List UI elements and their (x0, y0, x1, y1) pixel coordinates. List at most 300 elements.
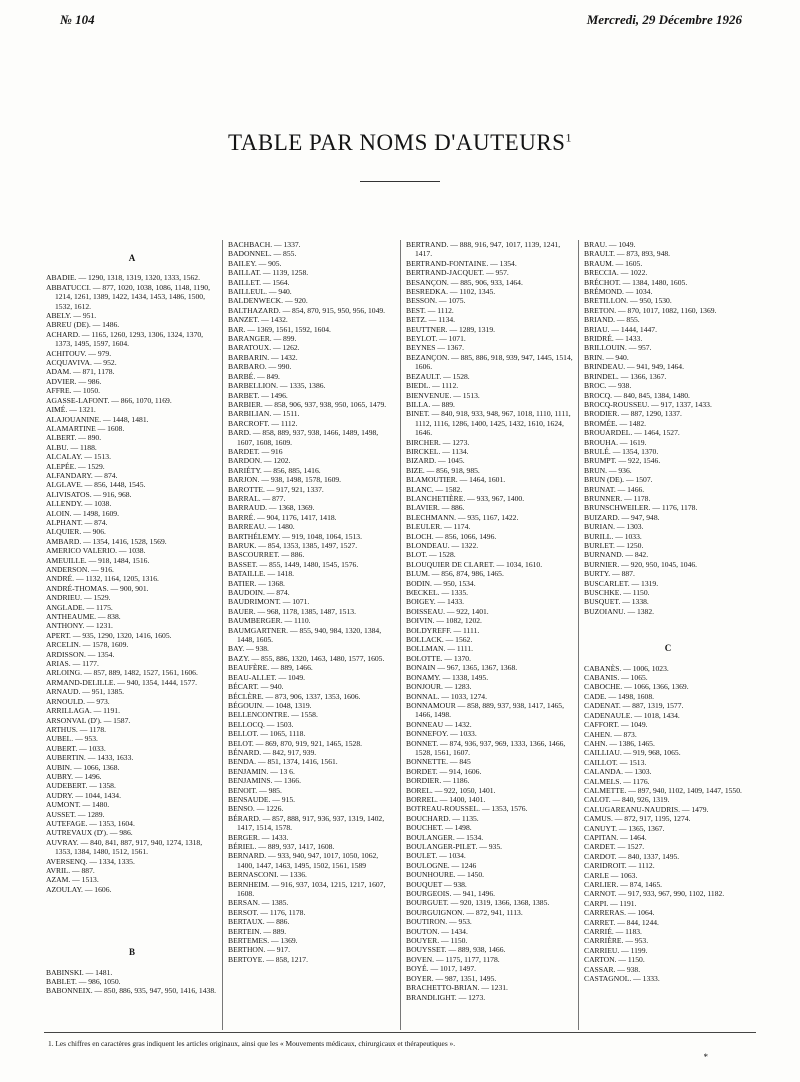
author-entry: AUDRY. — 1044, 1434. (46, 790, 121, 800)
author-entry: CARLE — 1063. (584, 870, 638, 880)
author-entry: BARRAUD. — 1368, 1369. (228, 503, 315, 513)
title-rule (360, 181, 440, 182)
author-entry: ARNAUD. — 951, 1385. (46, 687, 125, 697)
author-entry: ANDERSON. — 916. (46, 565, 114, 574)
author-entry: BARBÉ. — 849. (228, 371, 280, 381)
author-entry: BRODIER. — 887, 1290, 1337. (584, 409, 682, 419)
author-entry: BROCQ. — 840, 845, 1384, 1480. (584, 390, 690, 400)
author-entry: CABOCHE. — 1066, 1366, 1369. (584, 682, 689, 692)
author-entry: BRUNAT. — 1466. (584, 484, 645, 494)
author-entry: BARREAU. — 1480. (228, 522, 295, 532)
author-entry: CAMUS. — 872, 917, 1195, 1274. (584, 814, 691, 824)
author-entry: BERTEIN. — 889. (228, 926, 287, 936)
author-entry: BARBILIAN. — 1511. (228, 409, 300, 419)
author-entry: AUBIN. — 1066, 1368. (46, 762, 120, 772)
author-entry: AUDEBERT. — 1358. (46, 781, 116, 791)
author-entry: BOULOGNE. — 1246 (406, 860, 477, 870)
author-entry: BOUYSSET. — 889, 938, 1466. (406, 945, 506, 955)
author-entry: BRULÉ. — 1354, 1370. (584, 446, 659, 456)
author-entry: ACQUAVIVA. — 952. (46, 358, 117, 368)
author-entry: BRIDRÉ. — 1433. (584, 334, 643, 344)
author-entry: BAILLAT. — 1139, 1258. (228, 268, 309, 278)
author-entry: AGASSE-LAFONT. — 866, 1070, 1169. (46, 395, 172, 405)
author-entry: BRUNSCHWEILER. — 1176, 1178. (584, 503, 698, 513)
author-entry: BOYER. — 987, 1351, 1495. (406, 973, 497, 983)
author-entry: AVERSENQ. — 1334, 1335. (46, 856, 135, 866)
author-entry: BARRÉ. — 904, 1176, 1417, 1418. (228, 512, 337, 522)
author-entry: AMERICO VALERIO. — 1038. (46, 546, 146, 556)
author-entry: BURILL. — 1033. (584, 531, 642, 541)
author-entry: AUBERT. — 1033. (46, 743, 106, 753)
author-entry: BARD. — 858, 889, 937, 938, 1466, 1489, 1498, 1607, 1608, 1609. (228, 428, 379, 447)
author-entry: BRÉMOND. — 1034. (584, 287, 653, 297)
author-entry: ALPHANT. — 874. (46, 517, 108, 527)
author-entry: BAUMGARTNER. — 855, 940, 984, 1320, 1384, 1448, 1605. (228, 625, 382, 645)
author-entry: BAUDOIN. — 874. (228, 588, 290, 598)
author-entry: CAPITAN. — 1464. (584, 832, 647, 842)
issue-number: № 104 (60, 12, 95, 27)
author-entry: BÉGOUIN. — 1048, 1319. (228, 700, 312, 710)
author-entry: BARBELLION. — 1335, 1386. (228, 381, 326, 391)
author-entry: BONAMY. — 1338, 1495. (406, 672, 489, 682)
author-entry: BRIAU. — 1444, 1447. (584, 324, 657, 334)
author-entry: CARRET. — 844, 1244. (584, 917, 659, 927)
author-entry: BEYLOT. — 1071. (406, 334, 466, 344)
author-entry: BERTEMES. — 1369. (228, 936, 298, 946)
author-entry: BORDET. — 914, 1606. (406, 766, 482, 776)
author-entry: BENJAMIN. — 13 6. (228, 766, 295, 776)
author-entry: BÉCART. — 940. (228, 682, 284, 692)
author-entry: BERTAUX. — 886. (228, 917, 290, 927)
author-entry: BATAILLE. — 1418. (228, 569, 295, 579)
author-entry: BOUQUET — 938. (406, 879, 467, 889)
author-entry: BERSAN. — 1385. (228, 898, 289, 908)
author-entry: CADENAT. — 887, 1319, 1577. (584, 701, 684, 711)
author-entry: AZOULAY. — 1606. (46, 884, 112, 894)
author-entry: BLAVIER. — 886. (406, 503, 465, 513)
author-entry: CARNOT. — 917, 933, 967, 990, 1102, 1182. (584, 889, 725, 899)
author-entry: ARCELIN. — 1578, 1609. (46, 640, 129, 650)
author-entry: BRIAND. — 855. (584, 315, 640, 325)
author-entry: BROUHA. — 1619. (584, 437, 647, 447)
author-entry: BESREDKA. — 1102, 1345. (406, 287, 496, 297)
index-column-3 (400, 240, 578, 1030)
author-entry: BUIZARD. — 947, 948. (584, 512, 660, 522)
author-entry: ALOIN. — 1498, 1609. (46, 508, 119, 518)
author-entry: ARMAND-DELILLE. — 940, 1354, 1444, 1577. (46, 677, 198, 687)
author-entry: BRILLOUIN. — 957. (584, 343, 652, 353)
author-entry: BIZARD. — 1045. (406, 456, 465, 466)
author-entry: BLECHMANN. — 935, 1167, 1422. (406, 512, 519, 522)
author-entry: BLANCHETIÈRE. — 933, 967, 1400. (406, 493, 525, 503)
author-entry: BAILLET. — 1564. (228, 277, 290, 287)
author-entry: CALOT. — 840, 926, 1319. (584, 795, 670, 805)
author-entry: BEZAULT. — 1528. (406, 371, 470, 381)
author-entry: BENSAUDE. — 915. (228, 794, 296, 804)
author-entry: APERT. — 935, 1290, 1320, 1416, 1605. (46, 630, 172, 640)
author-entry: BENJAMINS. — 1366. (228, 776, 301, 786)
author-entry: BOULANGER-PILET. — 935. (406, 842, 503, 851)
author-entry: BOLOTTE. — 1370. (406, 653, 471, 663)
author-entry: AUBERTIN. — 1433, 1633. (46, 753, 134, 763)
author-entry: CAFFORT. — 1049. (584, 720, 648, 730)
author-entry: ALAMARTINE — 1608. (46, 423, 125, 433)
page-header (0, 8, 800, 34)
author-entry: AMBARD. — 1354, 1416, 1528, 1569. (46, 536, 167, 546)
author-entry: ALBU. — 1188. (46, 442, 97, 452)
index-column-2 (222, 240, 400, 1030)
page-title-text: TABLE PAR NOMS D'AUTEURS (228, 130, 566, 155)
author-entry: CAILLIAU. — 919, 968, 1065. (584, 748, 681, 758)
author-entry: ALGLAVE. — 856, 1448, 1545. (46, 480, 146, 490)
author-entry: BÉRIEL. — 889, 937, 1417, 1608. (228, 842, 335, 851)
author-entry: BEAU-ALLET. — 1049. (228, 672, 306, 682)
author-entry: BARBET. — 1496. (228, 390, 288, 400)
author-entry: BOUTON. — 1434. (406, 926, 468, 936)
author-entry: BOTREAU-ROUSSEL. — 1353, 1576. (406, 804, 528, 814)
author-entry: BOLLACK. — 1562. (406, 635, 473, 645)
author-entry: BLAMOUTIER. — 1464, 1601. (406, 475, 506, 485)
author-entry: BUSCARLET. — 1319. (584, 578, 659, 588)
author-entry: ADAM. — 871, 1178. (46, 367, 115, 377)
author-entry: BASSET. — 855, 1449, 1480, 1545, 1576. (228, 559, 359, 569)
author-entry: BROCQ-ROUSSEU. — 917, 1337, 1433. (584, 399, 712, 409)
author-entry: BARCROFT. — 1112. (228, 418, 298, 428)
author-entry: BETZ. — 1134. (406, 315, 456, 325)
issue-date: Mercredi, 29 Décembre 1926 (586, 12, 742, 27)
author-entry: BRAU. — 1049. (584, 240, 636, 249)
author-entry: BARDET. — 916 (228, 446, 283, 456)
author-entry: CARRIEU. — 1199. (584, 945, 648, 955)
author-entry: BLEULER. — 1174. (406, 522, 471, 532)
section-letter-a: A (128, 253, 136, 263)
author-entry: ARDISSON. — 1354. (46, 649, 115, 659)
author-entry: BOVEN. — 1175, 1177, 1178. (406, 954, 500, 964)
section-letter-b: B (128, 947, 135, 958)
author-entry: CARRIÈRE. — 953. (584, 936, 649, 946)
author-entry: CARRERAS. — 1064. (584, 908, 655, 918)
author-entry: BRANDLIGHT. — 1273. (406, 992, 486, 1002)
author-entry: ARRILLAGA. — 1191. (46, 706, 120, 716)
author-entry: CARDOT. — 840, 1337, 1495. (584, 851, 680, 861)
author-entry: BERNHEIM. — 916, 937, 1034, 1215, 1217, 1607, 1608. (228, 879, 386, 899)
author-entry: BENSO. — 1226. (228, 804, 284, 814)
author-entry: BRECCIA. — 1022. (584, 268, 648, 278)
author-entry: BERTRAND. — 888, 916, 947, 1017, 1139, 1241, 1417. (406, 240, 561, 259)
author-entry: AIMÉ. — 1321. (46, 405, 96, 415)
author-entry: BONNET. — 874, 936, 937, 969, 1333, 1366, 1466, 1528, 1561, 1607. (406, 738, 566, 757)
author-entry: AUSSET. — 1289. (46, 809, 105, 819)
author-entry: BESSON. — 1075. (406, 296, 466, 306)
author-entry: ARSONVAL (D'). — 1587. (46, 715, 131, 725)
author-entry: CASTAGNOL. — 1333. (584, 974, 660, 984)
author-entry: AFFRE. — 1050. (46, 386, 101, 396)
author-entry: ANTHONY. — 1231. (46, 621, 113, 631)
author-entry: BADONNEL. — 855. (228, 249, 297, 259)
author-entry: AZAM. — 1513. (46, 875, 99, 885)
author-entry: BELLOCQ. — 1503. (228, 719, 294, 729)
author-entry: ANGLADE. — 1175. (46, 602, 113, 612)
footnote: 1. Les chiffres en caractères gras indiquent les articles originaux, ainsi que les « Mouvements médicaux, chirurgicaux et thérapeutiques ». (48, 1039, 456, 1048)
author-entry: ADVIER. — 986. (46, 376, 102, 386)
author-entry: CARRIÉ. — 1183. (584, 927, 642, 937)
author-entry: AUTEFAGE. — 1353, 1604. (46, 818, 135, 828)
author-entry: BLOT. — 1528. (406, 550, 456, 560)
author-entry: BARUK. — 854, 1353, 1385, 1497, 1527. (228, 541, 358, 550)
author-entry: BIRCKEL. — 1134. (406, 446, 469, 456)
author-entry: BAROTTE. — 917, 921, 1337. (228, 484, 324, 494)
author-entry: BABINSKI. — 1481. (46, 967, 113, 977)
author-entry: BERTOYE. — 858, 1217. (228, 954, 308, 964)
author-entry: BOULET. — 1034. (406, 851, 466, 861)
author-entry: ARIAS. — 1177. (46, 659, 99, 669)
author-entry: BANZET. — 1432. (228, 315, 288, 325)
author-entry: BERNARD. — 933, 940, 947, 1017, 1050, 1062, 1400, 1447, 1463, 1495, 1502, 1561, 1589 (228, 851, 379, 870)
author-entry: BERTHON. — 917. (228, 945, 290, 955)
author-entry: BARBARIN. — 1432. (228, 352, 298, 362)
title-footnote-mark: 1 (565, 130, 572, 145)
author-entry: BOULANGER. — 1534. (406, 832, 484, 842)
author-entry: BERTRAND-JACQUET. — 957. (406, 268, 509, 278)
footnote-rule (44, 1032, 756, 1033)
author-entry: BLUM. — 856, 874, 986, 1465. (406, 569, 504, 579)
author-entry: BÉNARD. — 842, 917, 939. (228, 747, 317, 757)
author-entry: BRUN (DE). — 1507. (584, 475, 653, 485)
author-entry: BOUYER. — 1150. (406, 936, 468, 946)
author-entry: BARJON. — 938, 1498, 1578, 1609. (228, 475, 342, 485)
author-entry: CALMELS. — 1176. (584, 776, 650, 786)
author-entry: BARRAL. — 877. (228, 493, 286, 503)
author-entry: ARNOULD. — 973. (46, 696, 110, 706)
author-entry: BERTRAND-FONTAINE. — 1354. (406, 258, 517, 268)
author-entry: BASCOURRET. — 886. (228, 550, 305, 560)
author-entry: BARDON. — 1202. (228, 456, 291, 466)
author-entry: BALTHAZARD. — 854, 870, 915, 950, 956, 1049. (228, 305, 386, 315)
author-entry: BOISSEAU. — 922, 1401. (406, 606, 489, 616)
author-entry: BOURGUIGNON. — 872, 941, 1113. (406, 907, 523, 917)
author-entry: CARPI. — 1191. (584, 898, 637, 908)
author-entry: BARATOUX. — 1262. (228, 343, 300, 353)
author-entry: CARLIER. — 874, 1465. (584, 880, 663, 889)
section-letter-c: C (664, 643, 672, 654)
author-entry: BOUCHARD. — 1135. (406, 813, 479, 823)
author-entry: BUSCHKE. — 1150. (584, 588, 650, 598)
author-entry: CALUGAREANU-NAUDRIS. — 1479. (584, 804, 709, 814)
author-entry: BRINDEL. — 1366, 1367. (584, 371, 667, 381)
author-entry: ALCALAY. — 1513. (46, 452, 111, 462)
author-entry: ABREU (DE). — 1486. (46, 320, 120, 330)
author-entry: BLOCH. — 856, 1066, 1496. (406, 531, 497, 541)
author-entry: AUBRY. — 1496. (46, 771, 102, 781)
author-entry: BÉRARD. — 857, 888, 917, 936, 937, 1319, 1402, 1417, 1514, 1578. (228, 813, 385, 833)
author-entry: BUZOIANU. — 1382. (584, 606, 655, 616)
author-entry: ABADIE. — 1290, 1318, 1319, 1320, 1333, 1562. (46, 273, 200, 283)
author-entry: ACHITOUV. — 979. (46, 348, 112, 358)
author-entry: ABELY. — 951. (46, 311, 97, 321)
author-entry: BATIER. — 1368. (228, 578, 285, 588)
author-entry: BAR. — 1369, 1561, 1592, 1604. (228, 324, 331, 334)
author-entry: BUSQUET. — 1338. (584, 597, 649, 607)
author-entry: BEZANÇON. — 885, 886, 918, 939, 947, 1445, 1514, 1606. (406, 352, 573, 372)
author-entry: BARBARO. — 990. (228, 362, 292, 372)
author-entry: CARDET. — 1527. (584, 842, 645, 852)
author-entry: BRIN. — 940. (584, 352, 629, 362)
author-entry: ANDRIEU. — 1529. (46, 593, 111, 603)
author-entry: BELOT. — 869, 870, 919, 921, 1465, 1528. (228, 738, 363, 748)
author-entry: BARANGER. — 899. (228, 334, 297, 344)
author-entry: ANTHEAUME. — 838. (46, 612, 121, 622)
author-entry: CASSAR. — 938. (584, 964, 641, 974)
author-entry: BAUDRIMONT. — 1071. (228, 597, 310, 607)
author-entry: ALAJOUANINE. — 1448, 1481. (46, 414, 149, 424)
author-entry: BŒCKEL. — 1335. (406, 588, 469, 598)
author-entry: BOLDYREFF. — 1111. (406, 625, 480, 635)
author-entry: BRETON. — 870, 1017, 1082, 1160, 1369. (584, 305, 717, 315)
author-entry: BONJOUR. — 1283. (406, 682, 472, 692)
author-entry: BÉCLÈRE. — 873, 906, 1337, 1353, 1606. (228, 691, 361, 701)
author-entry: BARIÉTY. — 856, 885, 1416. (228, 465, 321, 475)
author-entry: BLANC. — 1582. (406, 484, 463, 494)
author-entry: CABANÈS. — 1006, 1023. (584, 663, 669, 673)
author-entry: CADE. — 1498, 1608. (584, 691, 655, 701)
author-entry: BIENVENUE. — 1513. (406, 390, 480, 400)
author-entry: CABANIS. — 1065. (584, 673, 648, 683)
author-entry: BODIN. — 950, 1534. (406, 578, 476, 588)
author-entry: BLOUQUIER DE CLARET. — 1034, 1610. (406, 559, 543, 569)
author-entry: BIEDL. — 1112. (406, 381, 459, 391)
author-entry: ALLENDY. — 1038. (46, 499, 112, 509)
author-entry: BROC. — 938. (584, 381, 632, 391)
author-entry: BURTY. — 887. (584, 569, 635, 579)
author-entry: BURIAN. — 1303. (584, 522, 644, 532)
author-entry: CARIDROIT. — 1112. (584, 861, 655, 871)
author-entry: BOYÉ. — 1017, 1497. (406, 964, 477, 974)
author-entry: BEAUFÈRE. — 889, 1466. (228, 663, 313, 673)
author-entry: ALBERT. — 890. (46, 433, 102, 443)
author-entry: BIRCHER. — 1273. (406, 437, 470, 447)
author-entry: BRUN. — 936. (584, 465, 632, 475)
author-entry: BARTHÉLEMY. — 919, 1048, 1064, 1513. (228, 531, 362, 541)
author-entry: ABBATUCCI. — 877, 1020, 1038, 1086, 1148, 1190, 1214, 1261, 1389, 1422, 1434, 1453, 1486, 1500, 1532, 1612. (46, 282, 210, 311)
author-entry: BRINDEAU. — 941, 949, 1464. (584, 362, 684, 372)
author-entry: BRÉCHOT. — 1384, 1480, 1605. (584, 277, 688, 287)
author-entry: BAUER. — 968, 1178, 1385, 1487, 1513. (228, 606, 356, 616)
author-entry: CANUYT. — 1365, 1367. (584, 823, 665, 833)
author-entry: BORDIER. — 1186. (406, 776, 470, 786)
author-entry: BERNASCONI. — 1336. (228, 870, 307, 880)
section-gap (46, 894, 218, 932)
author-entry: ACHARD. — 1165, 1260, 1293, 1306, 1324, 1370, 1373, 1495, 1597, 1604. (46, 329, 204, 349)
author-entry: BEUTTNER. — 1289, 1319. (406, 324, 496, 334)
author-entry: BABLET. — 986, 1050. (46, 977, 121, 987)
author-entry: ANDRÉ-THOMAS. — 900, 901. (46, 583, 149, 593)
author-entry: BURNAND. — 842. (584, 550, 649, 560)
author-entry: BOLLMAN. — 1111. (406, 644, 474, 654)
author-entry: ALQUIER. — 906. (46, 527, 106, 537)
author-entry: CAHN. — 1386, 1465. (584, 738, 655, 748)
author-entry: BROUARDEL. — 1464, 1527. (584, 428, 680, 438)
author-entry: BONNAL. — 1033, 1274. (406, 691, 487, 701)
author-entry: BOIVIN. — 1082, 1202. (406, 616, 482, 626)
author-entry: BENOIT. — 985. (228, 785, 282, 795)
author-entry: ARTHUS. — 1178. (46, 724, 107, 734)
author-entry: AUTREVAUX (D'). — 986. (46, 828, 133, 838)
author-entry: ALIVISATOS. — 916, 968. (46, 489, 132, 499)
author-entry: BAY. — 938. (228, 644, 269, 654)
author-entry: BLONDEAU. — 1322. (406, 541, 479, 550)
author-entry: ALFANDARY. — 874. (46, 470, 118, 480)
author-entry: BOURGUET. — 920, 1319, 1366, 1368, 1385. (406, 898, 550, 908)
author-entry: BEYNES — 1367. (406, 343, 465, 353)
author-entry: BONNEAU — 1432. (406, 719, 472, 729)
author-entry: AUMONT. — 1480. (46, 800, 110, 810)
author-entry: BOIGEY. — 1433. (406, 597, 465, 607)
author-entry: BROMÉE. — 1482. (584, 418, 647, 428)
index-column-1 (44, 240, 222, 1030)
author-entry: BONNETTE. — 845 (406, 757, 471, 767)
author-entry: BELLOT. — 1065, 1118. (228, 729, 306, 739)
author-entry: BENDA. — 851, 1374, 1416, 1561. (228, 757, 338, 767)
author-entry: CALMETTE. — 897, 940, 1102, 1409, 1447, 1550. (584, 785, 742, 795)
author-entry: BOURGEOIS. — 941, 1496. (406, 889, 496, 899)
author-entry: BRUMPT. — 922, 1546. (584, 456, 661, 466)
author-entry: BURNIER. — 920, 950, 1045, 1046. (584, 559, 698, 569)
author-entry: AUVRAY. — 840, 841, 887, 917, 940, 1274, 1318, 1353, 1384, 1480, 1512, 1561. (46, 837, 203, 857)
index-column-4 (578, 240, 756, 1030)
author-entry: CAILLOT. — 1513. (584, 757, 647, 767)
author-entry: CARTON. — 1150. (584, 955, 645, 965)
author-entry: BORREL. — 1400, 1401. (406, 794, 486, 804)
author-entry: ALEPÉE. — 1529. (46, 461, 105, 471)
author-entry: BURLET. — 1250. (584, 541, 644, 550)
author-entry: BERSOT. — 1176, 1178. (228, 907, 306, 917)
author-entry: ARLOING. — 857, 889, 1482, 1527, 1561, 1606. (46, 668, 198, 678)
author-entry: BRAULT. — 873, 893, 948. (584, 249, 671, 259)
author-entry: BALDENWECK. — 920. (228, 296, 308, 306)
author-entry: BAILLEUL. — 940. (228, 287, 292, 297)
author-entry: BRACHETTO-BRIAN. — 1231. (406, 983, 508, 993)
author-entry: ANDRÉ. — 1132, 1164, 1205, 1316. (46, 574, 159, 584)
author-entry: AUBEL. — 953. (46, 734, 98, 744)
author-entry: BESANÇON. — 885, 906, 933, 1464. (406, 277, 523, 287)
author-entry: BARBIER. — 858, 906, 937, 938, 950, 1065, 1479. (228, 399, 387, 409)
author-entry: BOREL. — 922, 1050, 1401. (406, 785, 496, 795)
author-entry: BONNAMOUR — 858, 889, 937, 938, 1417, 1465, 1466, 1498. (406, 700, 564, 720)
author-entry: BRAUM. — 1605. (584, 258, 643, 268)
author-entry: BOUNHOURE. — 1450. (406, 870, 485, 880)
author-entry: CAHEN. — 873. (584, 729, 637, 739)
author-entry: BONAIN — 967, 1365, 1367, 1368. (406, 663, 518, 673)
author-entry: CALANDA. — 1303. (584, 767, 652, 777)
author-entry: BILLA. — 889. (406, 399, 455, 409)
author-entry: BOUCHET. — 1498. (406, 823, 472, 833)
author-entry: BIZE. — 856, 918, 985. (406, 465, 480, 475)
author-entry: AVRIL. — 887. (46, 866, 95, 875)
author-entry: BERGER. — 1433. (228, 832, 289, 842)
footnote-star: * (703, 1052, 708, 1062)
author-entry: BEST. — 1112. (406, 305, 454, 315)
author-entry: CADENAULE. — 1018, 1434. (584, 710, 680, 720)
author-entry: BOUTIRON. — 953. (406, 917, 472, 927)
author-entry: AMEUILLE. — 918, 1484, 1516. (46, 555, 150, 565)
author-entry: BINET. — 840, 918, 933, 948, 967, 1018, 1110, 1111, 1112, 1116, 1286, 1400, 1425, 1432, 1610, 1624, 1646. (406, 409, 571, 438)
author-entry: BONNEFOY. — 1033. (406, 729, 477, 739)
author-entry: BAUMBERGER. — 1110. (228, 616, 311, 626)
author-entry: BABONNEIX. — 850, 886, 935, 947, 950, 1416, 1438. (46, 986, 217, 996)
author-entry: BRETILLON. — 950, 1530. (584, 296, 672, 306)
author-entry: BELLENCONTRE. — 1558. (228, 710, 318, 720)
author-entry: BRUNNER. — 1178. (584, 493, 651, 503)
